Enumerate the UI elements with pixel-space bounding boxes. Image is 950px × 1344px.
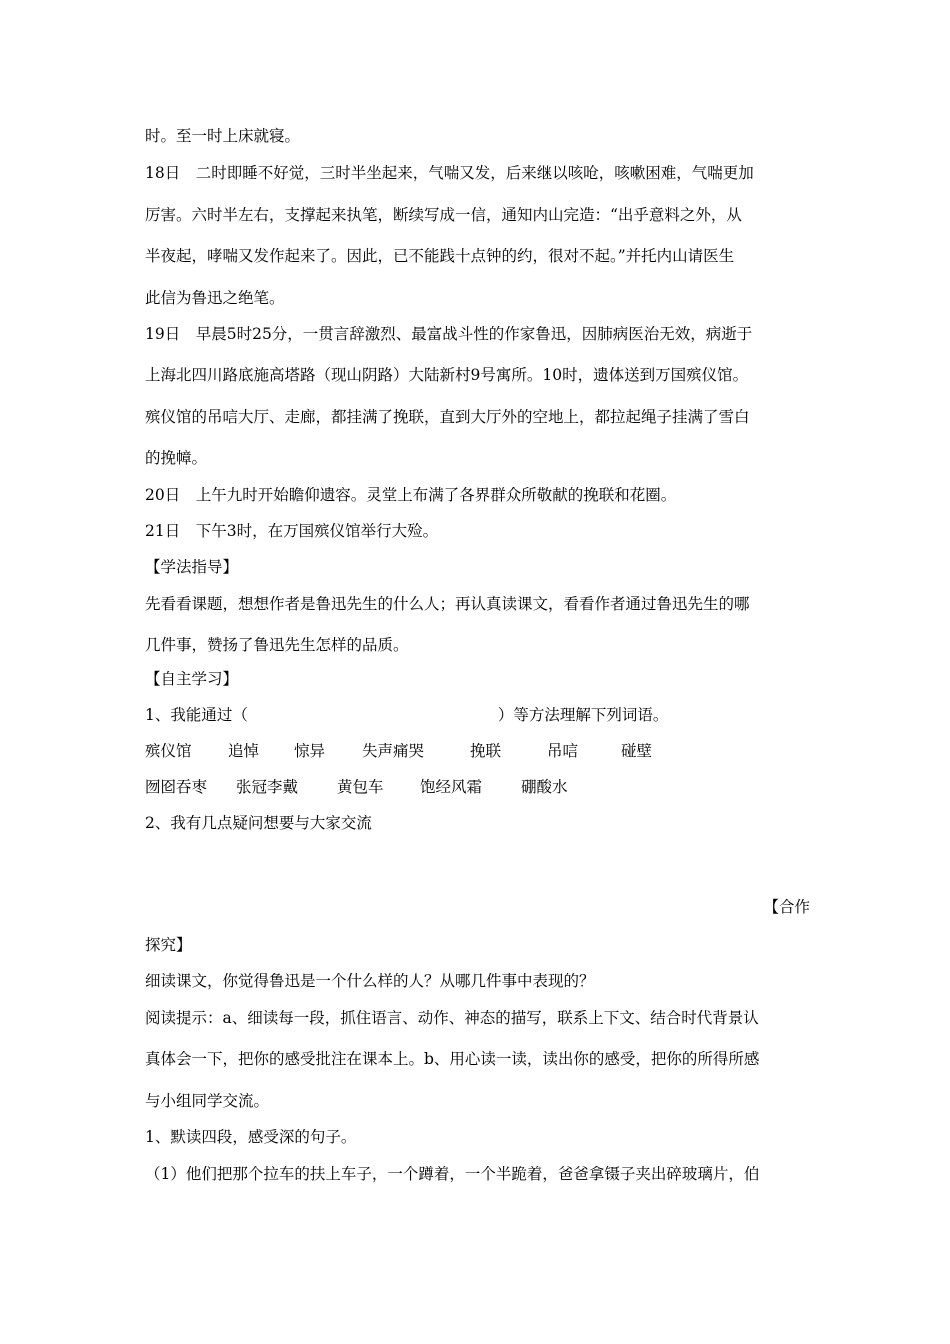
fill-in-suffix: ）等方法理解下列词语。 bbox=[497, 706, 669, 724]
text-line: 几件事，赞扬了鲁迅先生怎样的品质。 bbox=[145, 636, 409, 654]
text-line: 1、默读四段，感受深的句子。 bbox=[145, 1128, 357, 1146]
text-line: 时。至一时上床就寝。 bbox=[145, 127, 301, 145]
text-line: 半夜起，哮喘又发作起来了。因此，已不能践十点钟的约，很对不起。”并托内山请医生 bbox=[145, 247, 735, 265]
text-line: 真体会一下，把你的感受批注在课本上。b、用心读一读，读出你的感受，把你的所得所感 bbox=[145, 1050, 760, 1068]
vocab-word: 张冠李戴 bbox=[236, 778, 299, 796]
fill-in-prefix: 1、我能通过（ bbox=[145, 706, 248, 724]
vocab-word: 吊唁 bbox=[547, 742, 579, 760]
fill-in-line bbox=[145, 705, 810, 725]
vocab-word: 惊异 bbox=[294, 742, 326, 760]
vocab-word: 殡仪馆 bbox=[145, 742, 192, 760]
text-line: 19日 早晨5时25分，一贯言辞激烈、最富战斗性的作家鲁迅，因肺病医治无效，病逝于 bbox=[145, 325, 753, 343]
text-line: 21日 下午3时，在万国殡仪馆举行大殓。 bbox=[145, 522, 439, 540]
section-heading: 探究】 bbox=[145, 936, 192, 954]
text-line: 阅读提示：a、细读每一段，抓住语言、动作、神态的描写，联系上下文、结合时代背景认 bbox=[145, 1009, 759, 1027]
text-line: 2、我有几点疑问想要与大家交流 bbox=[145, 814, 372, 832]
text-line: 殡仪馆的吊唁大厅、走廊，都挂满了挽联，直到大厅外的空地上，都拉起绳子挂满了雪白 bbox=[145, 408, 750, 426]
vocab-row bbox=[145, 741, 810, 761]
vocab-row bbox=[145, 777, 810, 797]
text-line: 上海北四川路底施高塔路（现山阴路）大陆新村9号寓所。10时，遗体送到万国殡仪馆。 bbox=[145, 366, 749, 384]
text-line: 18日 二时即睡不好觉，三时半坐起来，气喘又发，后来继以咳呛，咳嗽困难，气喘更加 bbox=[145, 164, 754, 182]
text-line: 先看看课题，想想作者是鲁迅先生的什么人；再认真读课文，看看作者通过鲁迅先生的哪 bbox=[145, 595, 750, 613]
text-line: 细读课文，你觉得鲁迅是一个什么样的人？从哪几件事中表现的？ bbox=[145, 972, 595, 990]
vocab-word: 黄包车 bbox=[337, 778, 384, 796]
text-line: 与小组同学交流。 bbox=[145, 1092, 270, 1110]
vocab-word: 饱经风霜 bbox=[420, 778, 483, 796]
text-line: （1）他们把那个拉车的扶上车子，一个蹲着，一个半跪着，爸爸拿镊子夹出碎玻璃片，伯 bbox=[145, 1165, 760, 1183]
vocab-word: 追悼 bbox=[228, 742, 260, 760]
text-line: 厉害。六时半左右，支撑起来执笔，断续写成一信，通知内山完造：“出乎意料之外，从 bbox=[145, 206, 742, 224]
text-line: 的挽幛。 bbox=[145, 449, 208, 467]
text-line: 20日 上午九时开始瞻仰遗容。灵堂上布满了各界群众所敬献的挽联和花圈。 bbox=[145, 486, 677, 504]
vocab-word: 硼酸水 bbox=[521, 778, 568, 796]
vocab-word: 碰壁 bbox=[621, 742, 653, 760]
section-heading: 【自主学习】 bbox=[145, 670, 239, 688]
vocab-word: 挽联 bbox=[470, 742, 502, 760]
section-heading: 【合作 bbox=[763, 898, 810, 916]
section-heading: 【学法指导】 bbox=[145, 558, 239, 576]
vocab-word: 失声痛哭 bbox=[362, 742, 425, 760]
vocab-word: 囫囵吞枣 bbox=[145, 778, 208, 796]
text-line: 此信为鲁迅之绝笔。 bbox=[145, 289, 285, 307]
